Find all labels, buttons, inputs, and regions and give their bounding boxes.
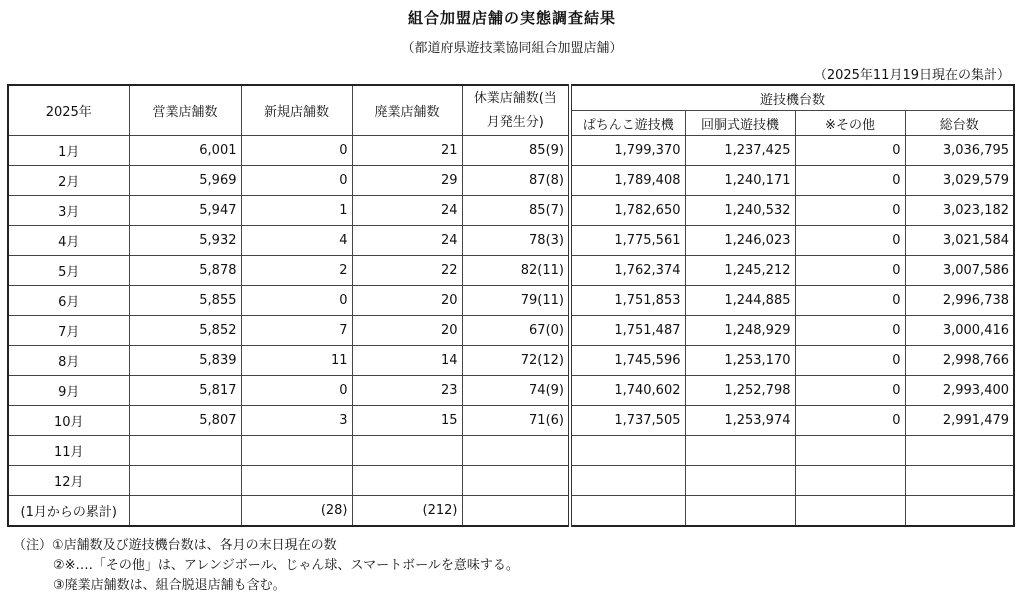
header-suspended-line1: 休業店舗数(当 — [473, 90, 557, 106]
operating-cell: 5,807 — [129, 406, 241, 436]
closed-cell: 29 — [352, 166, 462, 196]
new-cell: 0 — [241, 136, 352, 166]
pachinko-cell: 1,775,561 — [570, 226, 685, 256]
total-cell: 3,007,586 — [905, 256, 1014, 286]
header-closed: 廃業店舗数 — [352, 85, 462, 136]
slot-cell — [685, 436, 795, 466]
other-cell: 0 — [795, 166, 905, 196]
slot-cell: 1,237,425 — [685, 136, 795, 166]
page-subtitle: （都道府県遊技業協同組合加盟店舗） — [401, 41, 623, 56]
total-cell — [905, 496, 1014, 527]
new-cell: (28) — [241, 496, 352, 527]
other-cell — [795, 436, 905, 466]
pachinko-cell: 1,751,853 — [570, 286, 685, 316]
slot-cell: 1,248,929 — [685, 316, 795, 346]
header-other: ※その他 — [795, 111, 905, 136]
operating-cell: 6,001 — [129, 136, 241, 166]
month-cell: 6月 — [8, 286, 129, 316]
page-title: 組合加盟店舗の実態調査結果 — [407, 9, 616, 27]
header-operating: 営業店舗数 — [129, 85, 241, 136]
table-row — [8, 436, 1014, 466]
closed-cell: 22 — [352, 256, 462, 286]
closed-cell: 20 — [352, 286, 462, 316]
suspended-cell: 74(9) — [462, 376, 570, 406]
closed-cell: 24 — [352, 226, 462, 256]
other-cell — [795, 496, 905, 527]
table-row — [8, 376, 1014, 406]
header-total: 総台数 — [905, 111, 1014, 136]
pachinko-cell: 1,789,408 — [570, 166, 685, 196]
slot-cell: 1,253,170 — [685, 346, 795, 376]
closed-cell: 14 — [352, 346, 462, 376]
other-cell: 0 — [795, 196, 905, 226]
operating-cell: 5,932 — [129, 226, 241, 256]
operating-cell: 5,855 — [129, 286, 241, 316]
slot-cell: 1,245,212 — [685, 256, 795, 286]
suspended-cell: 67(0) — [462, 316, 570, 346]
new-cell: 1 — [241, 196, 352, 226]
month-cell: 9月 — [8, 376, 129, 406]
table-row — [8, 346, 1014, 376]
total-cell — [905, 466, 1014, 496]
header-pachinko: ぱちんこ遊技機 — [570, 111, 685, 136]
suspended-cell: 78(3) — [462, 226, 570, 256]
month-cell: 4月 — [8, 226, 129, 256]
month-cell: 7月 — [8, 316, 129, 346]
total-cell: 3,000,416 — [905, 316, 1014, 346]
new-cell: 7 — [241, 316, 352, 346]
table-body — [8, 136, 1014, 527]
month-cell: 11月 — [8, 436, 129, 466]
table-row — [8, 466, 1014, 496]
other-cell: 0 — [795, 286, 905, 316]
suspended-cell — [462, 466, 570, 496]
suspended-cell — [462, 436, 570, 466]
suspended-cell: 85(9) — [462, 136, 570, 166]
pachinko-cell: 1,740,602 — [570, 376, 685, 406]
note-1: （注）①店舗数及び遊技機台数は、各月の末日現在の数 — [13, 538, 337, 553]
closed-cell: 23 — [352, 376, 462, 406]
as-of-date: （2025年11月19日現在の集計） — [813, 68, 1010, 83]
table-row — [8, 196, 1014, 226]
operating-cell — [129, 436, 241, 466]
table-row — [8, 226, 1014, 256]
header-slot: 回胴式遊技機 — [685, 111, 795, 136]
month-cell: 12月 — [8, 466, 129, 496]
new-cell — [241, 466, 352, 496]
closed-cell: 15 — [352, 406, 462, 436]
slot-cell: 1,244,885 — [685, 286, 795, 316]
closed-cell — [352, 466, 462, 496]
operating-cell: 5,947 — [129, 196, 241, 226]
closed-cell: 24 — [352, 196, 462, 226]
slot-cell: 1,246,023 — [685, 226, 795, 256]
slot-cell — [685, 466, 795, 496]
total-cell: 2,993,400 — [905, 376, 1014, 406]
pachinko-cell: 1,745,596 — [570, 346, 685, 376]
other-cell — [795, 466, 905, 496]
other-cell: 0 — [795, 316, 905, 346]
header-row-1 — [8, 85, 1014, 111]
header-year: 2025年 — [8, 85, 129, 136]
month-cell: 2月 — [8, 166, 129, 196]
suspended-cell: 85(7) — [462, 196, 570, 226]
suspended-cell: 71(6) — [462, 406, 570, 436]
other-cell: 0 — [795, 346, 905, 376]
table-row — [8, 256, 1014, 286]
total-cell: 3,029,579 — [905, 166, 1014, 196]
total-cell — [905, 436, 1014, 466]
other-cell: 0 — [795, 406, 905, 436]
new-cell: 11 — [241, 346, 352, 376]
pachinko-cell — [570, 496, 685, 527]
new-cell: 0 — [241, 166, 352, 196]
notes — [13, 536, 519, 596]
new-cell: 4 — [241, 226, 352, 256]
pachinko-cell — [570, 466, 685, 496]
suspended-cell: 82(11) — [462, 256, 570, 286]
pachinko-cell: 1,737,505 — [570, 406, 685, 436]
operating-cell: 5,839 — [129, 346, 241, 376]
table-row — [8, 496, 1014, 527]
header-suspended-line2: 月発生分) — [486, 114, 544, 130]
pachinko-cell — [570, 436, 685, 466]
operating-cell — [129, 496, 241, 527]
table-row — [8, 406, 1014, 436]
table-row — [8, 316, 1014, 346]
new-cell: 0 — [241, 376, 352, 406]
new-cell: 3 — [241, 406, 352, 436]
total-cell: 3,021,584 — [905, 226, 1014, 256]
header-suspended — [462, 85, 570, 136]
slot-cell: 1,253,974 — [685, 406, 795, 436]
total-cell: 2,996,738 — [905, 286, 1014, 316]
total-cell: 2,991,479 — [905, 406, 1014, 436]
other-cell: 0 — [795, 226, 905, 256]
header-machines-group: 遊技機台数 — [570, 85, 1014, 111]
pachinko-cell: 1,782,650 — [570, 196, 685, 226]
suspended-cell: 79(11) — [462, 286, 570, 316]
slot-cell: 1,240,171 — [685, 166, 795, 196]
operating-cell: 5,969 — [129, 166, 241, 196]
new-cell: 0 — [241, 286, 352, 316]
operating-cell — [129, 466, 241, 496]
suspended-cell: 72(12) — [462, 346, 570, 376]
operating-cell: 5,852 — [129, 316, 241, 346]
pachinko-cell: 1,751,487 — [570, 316, 685, 346]
header-new: 新規店舗数 — [241, 85, 352, 136]
new-cell — [241, 436, 352, 466]
pachinko-cell: 1,762,374 — [570, 256, 685, 286]
note-3: ③廃業店舗数は、組合脱退店舗も含む。 — [53, 578, 286, 593]
closed-cell — [352, 436, 462, 466]
survey-table — [7, 84, 1015, 527]
table-row — [8, 166, 1014, 196]
new-cell: 2 — [241, 256, 352, 286]
total-cell: 2,998,766 — [905, 346, 1014, 376]
slot-cell — [685, 496, 795, 527]
operating-cell: 5,817 — [129, 376, 241, 406]
month-cell: 10月 — [8, 406, 129, 436]
month-cell: 8月 — [8, 346, 129, 376]
other-cell: 0 — [795, 376, 905, 406]
total-cell: 3,036,795 — [905, 136, 1014, 166]
other-cell: 0 — [795, 256, 905, 286]
month-cell: (1月からの累計) — [8, 496, 129, 527]
table-row — [8, 136, 1014, 166]
total-cell: 3,023,182 — [905, 196, 1014, 226]
slot-cell: 1,252,798 — [685, 376, 795, 406]
pachinko-cell: 1,799,370 — [570, 136, 685, 166]
month-cell: 5月 — [8, 256, 129, 286]
closed-cell: 20 — [352, 316, 462, 346]
closed-cell: (212) — [352, 496, 462, 527]
suspended-cell — [462, 496, 570, 527]
month-cell: 1月 — [8, 136, 129, 166]
closed-cell: 21 — [352, 136, 462, 166]
table-row — [8, 286, 1014, 316]
suspended-cell: 87(8) — [462, 166, 570, 196]
note-2: ②※‥‥「その他」は、アレンジボール、じゃん球、スマートボールを意味する。 — [53, 558, 519, 573]
other-cell: 0 — [795, 136, 905, 166]
slot-cell: 1,240,532 — [685, 196, 795, 226]
month-cell: 3月 — [8, 196, 129, 226]
operating-cell: 5,878 — [129, 256, 241, 286]
